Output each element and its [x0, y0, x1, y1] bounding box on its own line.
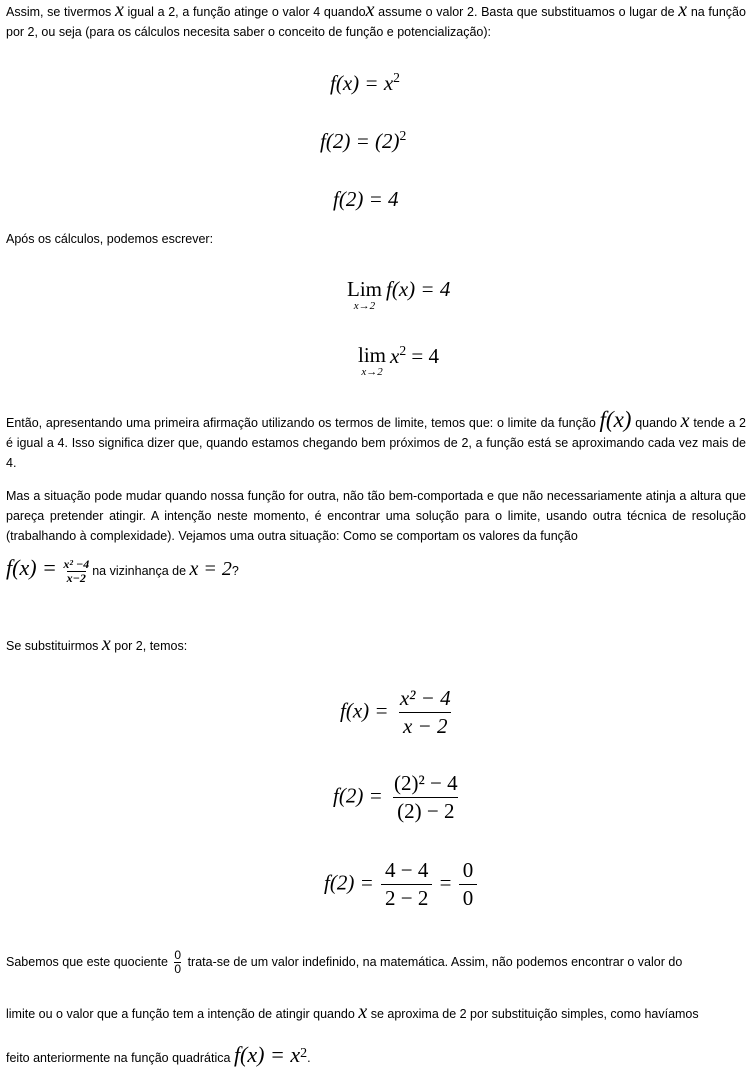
fraction-denominator: 2 − 2: [381, 884, 432, 911]
fraction-numerator: 0: [462, 858, 474, 882]
zero-over-zero: [174, 949, 181, 976]
limit-subscript: x→2: [353, 300, 376, 312]
fraction-equation-1: [340, 686, 457, 739]
text: ?: [231, 564, 239, 578]
text: Se substituirmos: [6, 639, 99, 653]
situation-paragraph: [6, 486, 746, 546]
text: Sabemos que este quociente: [6, 955, 168, 969]
variable-x: x: [358, 1001, 368, 1023]
text: Após os cálculos, podemos escrever:: [6, 232, 214, 246]
equation-text: f(2) = (2): [320, 129, 400, 153]
equation-text: f(x) = x: [330, 71, 394, 95]
equation-lhs: f(x) =: [340, 698, 389, 723]
limit-approach-paragraph: [6, 1002, 746, 1024]
equation-lhs: f(2) =: [324, 870, 374, 895]
text: se aproxima de 2 por substituição simples, como havíamos: [370, 1007, 699, 1021]
limit-label: lim: [358, 343, 387, 367]
text: na: [690, 5, 705, 19]
inline-fraction: [63, 558, 89, 585]
equation-f2-squared: [320, 128, 406, 154]
text: igual a 2, a função atinge o valor 4 quando: [127, 5, 366, 19]
text: Assim, se tivermos: [6, 5, 112, 19]
fraction-equation-2: [333, 771, 464, 824]
text: quando: [635, 416, 677, 430]
text: assume o valor 2. Basta que substituamos o lugar de: [378, 5, 675, 19]
limit-operator: [347, 277, 382, 312]
fraction-denominator: x−2: [66, 571, 86, 586]
variable-x: x: [101, 633, 111, 655]
equation-text: x: [390, 344, 400, 368]
equation-fx-squared: [330, 70, 400, 96]
equation-text: = 4: [406, 344, 440, 368]
text: Mas a situação pode mudar quando nossa função for outra, não tão bem-comportada e que não necessariamente atinja a altura que pareça pretender atingir. A intenção neste momento, é encontrar uma solução para o limite, usando outra técnica de resolução (trabalhando à complexidade). Vejamos uma outra situação: Como se comportam os valores da função: [6, 489, 746, 543]
variable-x: x: [680, 410, 690, 432]
variable-x: x: [365, 0, 375, 21]
equation-text: f(x) = 4: [386, 277, 451, 301]
exponent: 2: [399, 128, 407, 143]
fraction-denominator: (2) − 2: [393, 797, 458, 824]
limit-operator: [358, 343, 386, 378]
text: por 2, temos:: [114, 639, 188, 653]
limit-label: Lim: [347, 277, 382, 301]
limit-statement-paragraph: [6, 407, 746, 473]
fraction-numerator: 0: [174, 948, 182, 963]
function-fx: f(x): [599, 407, 632, 432]
x-equals-2: x = 2: [189, 558, 232, 580]
fraction-numerator: x² − 4: [399, 686, 451, 710]
fraction: [396, 686, 455, 739]
fraction-numerator: x² −4: [63, 557, 90, 572]
text: função por 2, ou seja (para os cálculos necesita saber o conceito de função e potencialização):: [6, 5, 746, 39]
after-calc-paragraph: [6, 229, 746, 249]
text: feito anteriormente na função quadrática: [6, 1051, 231, 1066]
text: na vizinhança de: [92, 564, 187, 578]
text: tende a 2 é igual a 4. Isso significa dizer que, quando estamos chegando bem próximos de 2, a função está se aproximando cada vez mais de 4.: [6, 416, 746, 470]
fraction: [381, 858, 432, 911]
variable-x: x: [114, 0, 124, 21]
fraction: [390, 771, 462, 824]
text: .: [307, 1051, 311, 1066]
exponent: 2: [300, 1046, 308, 1061]
text: trata-se de um valor indefinido, na matemática. Assim, não podemos encontrar o valor do: [187, 955, 683, 969]
equals-sign: =: [439, 870, 452, 895]
variable-x: x: [678, 0, 688, 21]
intro-paragraph: [6, 0, 746, 42]
fraction-denominator: x − 2: [399, 712, 452, 739]
substitute-paragraph: [6, 634, 746, 656]
limit-equation-2: [358, 343, 439, 378]
function-fx: f(x) =: [6, 555, 57, 580]
text: Então, apresentando uma primeira afirmação utilizando os termos de limite, temos que: o limite da função: [6, 416, 596, 430]
function-inline-line: [6, 555, 746, 586]
fraction-numerator: 4 − 4: [385, 858, 429, 882]
exponent: 2: [399, 343, 407, 358]
fraction-equation-3: [324, 858, 479, 911]
quotient-paragraph: [6, 944, 746, 980]
quadratic-paragraph: [6, 1044, 746, 1068]
fraction-denominator: 0: [459, 884, 478, 911]
equation-lhs: f(2) =: [333, 783, 383, 808]
fraction-numerator: (2)² − 4: [394, 771, 458, 795]
equation-text: f(2) = 4: [333, 187, 399, 211]
fraction-zero-over-zero: [459, 858, 478, 911]
fraction-denominator: 0: [174, 962, 182, 977]
limit-equation-1: [347, 277, 450, 312]
function-fx-squared: f(x) = x: [233, 1042, 301, 1068]
equation-f2-equals-4: [333, 187, 399, 212]
limit-subscript: x→2: [361, 366, 383, 378]
text: limite ou o valor que a função tem a intenção de atingir quando: [6, 1007, 355, 1021]
exponent: 2: [393, 70, 400, 85]
